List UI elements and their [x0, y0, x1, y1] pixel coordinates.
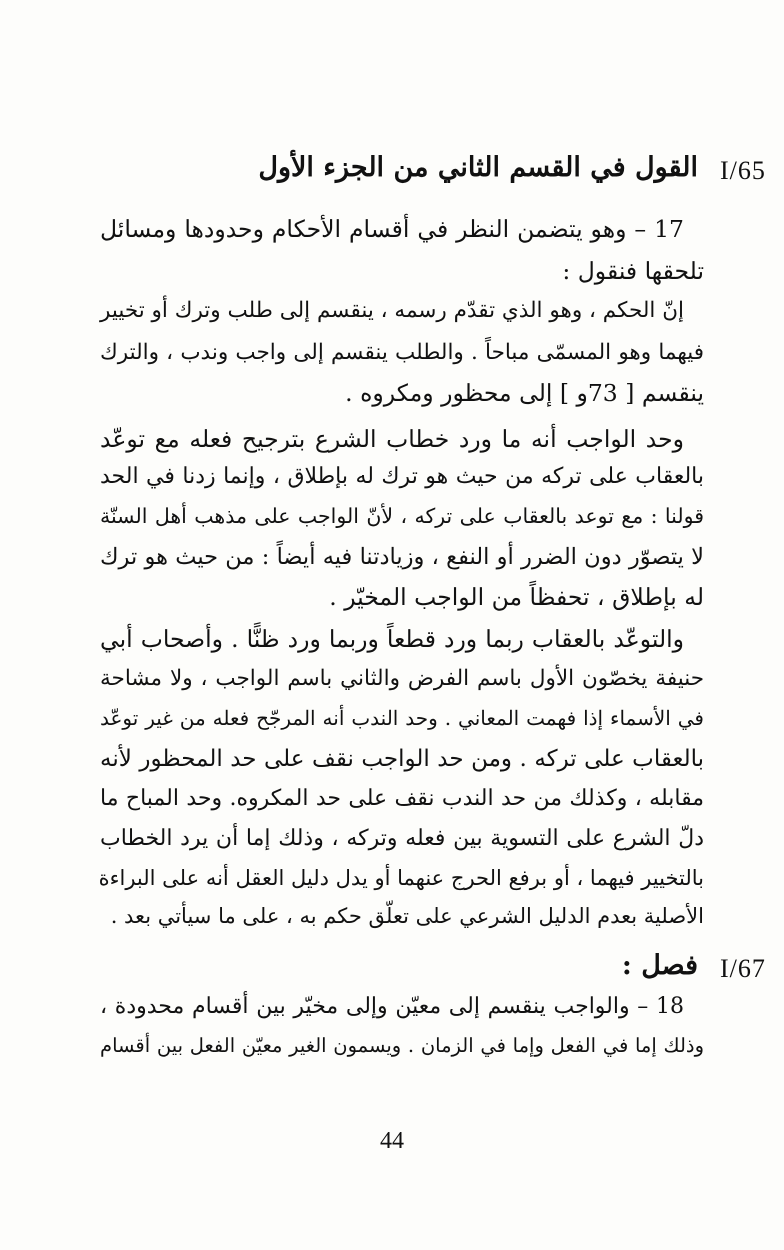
text-line: له بإطلاق ، تحفظاً من الواجب المخيّر . — [329, 583, 704, 611]
text-line: بالعقاب على تركه . ومن حد الواجب نقف على حد المحظور لأنه — [100, 746, 704, 772]
margin-reference: I/65 — [720, 156, 766, 185]
text-line: حنيفة يخصّون الأول باسم الفرض والثاني باسم الواجب ، ولا مشاحة — [100, 666, 704, 691]
text-line: وحد الواجب أنه ما ورد خطاب الشرع بترجيح فعله مع توعّد — [100, 425, 684, 453]
text-line: الأصلية بعدم الدليل الشرعي على تعلّق حكم به ، على ما سيأتي بعد . — [110, 904, 704, 928]
margin-reference: I/67 — [720, 954, 766, 983]
text-line: فيهما وهو المسمّى مباحاً . والطلب ينقسم إلى واجب وندب ، والترك — [100, 340, 704, 365]
text-line: بالعقاب على تركه من حيث هو ترك له بإطلاق ، وإنما زدنا في الحد — [100, 464, 704, 489]
section-heading: القول في القسم الثاني من الجزء الأول — [258, 152, 698, 183]
text-line: 17 – وهو يتضمن النظر في أقسام الأحكام وحدودها ومسائل — [100, 215, 684, 243]
text-line: بالتخيير فيهما ، أو برفع الحرج عنهما أو يدل دليل العقل أنه على البراءة — [98, 866, 704, 890]
text-line: قولنا : مع توعد بالعقاب على تركه ، لأنّ الواجب على مذهب أهل السنّة — [100, 504, 704, 528]
text-line: دلّ الشرع على التسوية بين فعله وتركه ، وذلك إما أن يرد الخطاب — [100, 826, 704, 851]
text-line: مقابله ، وكذلك من حد الندب نقف على حد المكروه. وحد المباح ما — [100, 786, 704, 811]
text-line: 18 – والواجب ينقسم إلى معيّن وإلى مخيّر بين أقسام محدودة ، — [100, 994, 684, 1019]
section-heading: فصل : — [621, 950, 698, 981]
text-line: تلحقها فنقول : — [562, 257, 704, 285]
page-number: 44 — [380, 1128, 404, 1154]
text-line: ينقسم [ 73و ] إلى محظور ومكروه . — [345, 379, 704, 407]
text-line: لا يتصوّر دون الضرر أو النفع ، وزيادتنا فيه أيضاً : من حيث هو ترك — [100, 544, 704, 570]
text-line: وذلك إما في الفعل وإما في الزمان . ويسمون الغير معيّن الفعل بين أقسام — [100, 1034, 704, 1057]
text-line: والتوعّد بالعقاب ربما ورد قطعاً وربما ورد ظنًّا . وأصحاب أبي — [100, 625, 684, 653]
text-line: في الأسماء إذا فهمت المعاني . وحد الندب أنه المرجّح فعله من غير توعّد — [100, 706, 704, 730]
text-line: إنّ الحكم ، وهو الذي تقدّم رسمه ، ينقسم إلى طلب وترك أو تخيير — [100, 298, 684, 323]
